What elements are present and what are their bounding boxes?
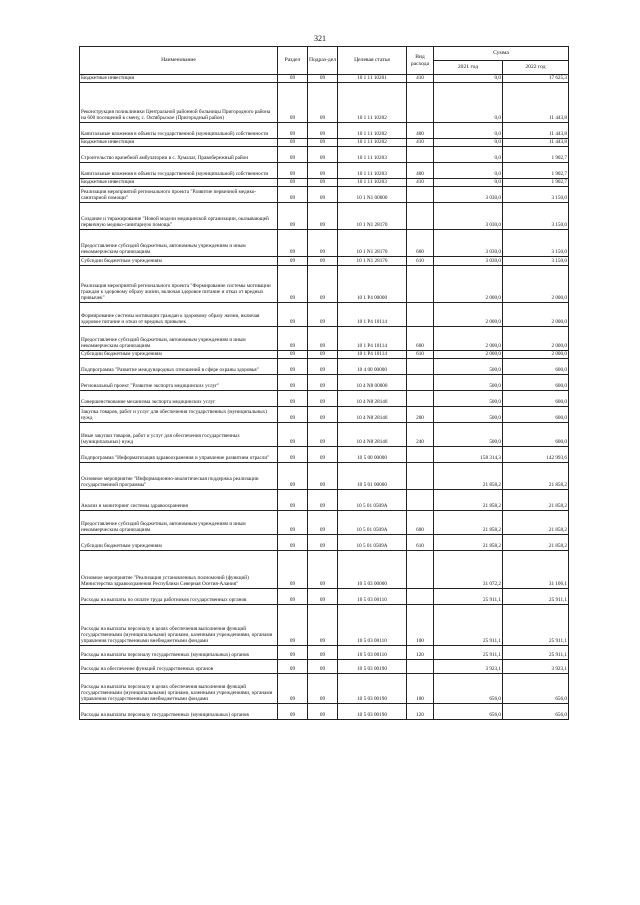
row-target: 10 1 11 10202: [338, 139, 407, 147]
row-target: 10 5 01 0509А: [338, 511, 407, 535]
table-row: [80, 407, 569, 423]
row-type: 600: [407, 230, 434, 257]
row-subsection: 09: [308, 463, 338, 490]
row-sum-2021: 2 000,0: [434, 351, 503, 359]
row-name: Основное мероприятие "Информационно-аналитическая поддержка реализации государственной программы": [80, 463, 278, 490]
row-name: Совершенствование механизма экспорта медицинских услуг: [80, 391, 278, 407]
row-sum-2022: 3 150,0: [503, 230, 569, 257]
row-section: 09: [278, 535, 308, 551]
row-name: Предоставление субсидий бюджетным, автономным учреждениям и иным некоммерческим организациям: [80, 327, 278, 351]
row-type: [407, 266, 434, 303]
row-sum-2021: 2 000,0: [434, 303, 503, 327]
row-sum-2022: 600,0: [503, 423, 569, 447]
row-name: Капитальные вложения в объекты государственной (муниципальной) собственности: [80, 163, 278, 179]
row-type: [407, 83, 434, 123]
table-row: [80, 187, 569, 203]
row-type: [407, 551, 434, 589]
row-subsection: 09: [308, 490, 338, 511]
table-row: [80, 660, 569, 674]
row-name: Бюджетные инвестиции: [80, 139, 278, 147]
row-name: Иные закупки товаров, работ и услуг для обеспечения государственных (муниципальных) нужд: [80, 423, 278, 447]
row-name: Анализ и мониторинг системы здравоохранения: [80, 490, 278, 511]
header-name: Наименование: [80, 47, 278, 75]
row-name: Подпрограмма "Развитие международных отношений в сфере охраны здоровья": [80, 359, 278, 375]
row-sum-2022: 3 150,0: [503, 203, 569, 230]
row-sum-2021: 500,0: [434, 359, 503, 375]
row-sum-2021: 0,0: [434, 75, 503, 83]
table-row: [80, 391, 569, 407]
row-sum-2022: 2 000,0: [503, 351, 569, 359]
row-sum-2021: 656,0: [434, 704, 503, 720]
row-sum-2021: 31 072,2: [434, 551, 503, 589]
row-name: Расходы на выплаты персоналу в целях обеспечения выполнения функций государственными (муниципальными) органами, казенными учреждениями, органами управления государственными внебюджетными фондами: [80, 674, 278, 704]
table-row: [80, 704, 569, 720]
row-subsection: 09: [308, 375, 338, 391]
table-row: [80, 203, 569, 230]
row-sum-2021: 500,0: [434, 391, 503, 407]
row-sum-2022: 2 000,0: [503, 327, 569, 351]
row-name: Реализация мероприятий регионального проекта "Формирование системы мотивации граждан к здоровому образу жизни, включая здоровое питание и отказ от вредных привычек": [80, 266, 278, 303]
row-sum-2022: 21 858,2: [503, 490, 569, 511]
row-sum-2022: 3 150,0: [503, 257, 569, 266]
row-section: 09: [278, 605, 308, 646]
table-row: [80, 163, 569, 179]
row-sum-2022: 2 000,0: [503, 266, 569, 303]
row-subsection: 09: [308, 351, 338, 359]
row-subsection: 09: [308, 391, 338, 407]
row-type: [407, 447, 434, 463]
row-section: 09: [278, 589, 308, 605]
row-name: Предоставление субсидий бюджетным, автономным учреждениям и иным некоммерческим организациям: [80, 511, 278, 535]
row-section: 09: [278, 375, 308, 391]
row-target: 10 4 00 00000: [338, 359, 407, 375]
table-row: [80, 551, 569, 589]
row-target: 10 5 03 00190: [338, 674, 407, 704]
header-type: Вид расхода: [407, 47, 434, 75]
row-target: 10 1 11 10202: [338, 83, 407, 123]
table-row: [80, 303, 569, 327]
row-subsection: 09: [308, 589, 338, 605]
row-sum-2021: 3 923,1: [434, 660, 503, 674]
row-type: 610: [407, 351, 434, 359]
row-section: 09: [278, 75, 308, 83]
row-type: [407, 391, 434, 407]
row-sum-2022: 600,0: [503, 375, 569, 391]
row-target: 10 5 03 00110: [338, 605, 407, 646]
row-section: 09: [278, 551, 308, 589]
table-row: [80, 359, 569, 375]
row-sum-2021: 500,0: [434, 375, 503, 391]
table-row: [80, 123, 569, 139]
row-name: Расходы на выплаты персоналу в целях обеспечения выполнения функций государственными (муниципальными) органами, казенными учреждениями, органами управления государственными внебюджетными фондами: [80, 605, 278, 646]
row-section: 09: [278, 447, 308, 463]
row-name: Расходы на выплаты персоналу государственных (муниципальных) органов: [80, 646, 278, 660]
row-target: 10 1 N1 00000: [338, 187, 407, 203]
row-subsection: 09: [308, 327, 338, 351]
row-sum-2022: 600,0: [503, 359, 569, 375]
row-subsection: 09: [308, 203, 338, 230]
row-target: 10 5 03 00110: [338, 589, 407, 605]
header-2021: 2021 год: [434, 61, 503, 75]
row-type: 120: [407, 704, 434, 720]
row-target: 10 5 03 00110: [338, 646, 407, 660]
row-sum-2021: 656,0: [434, 674, 503, 704]
row-section: 09: [278, 147, 308, 163]
row-sum-2022: 600,0: [503, 391, 569, 407]
row-subsection: 09: [308, 75, 338, 83]
table-row: [80, 674, 569, 704]
table-row: [80, 535, 569, 551]
row-section: 09: [278, 123, 308, 139]
table-row: [80, 179, 569, 187]
row-section: 09: [278, 407, 308, 423]
row-sum-2021: 21 858,2: [434, 463, 503, 490]
row-subsection: 09: [308, 447, 338, 463]
row-target: 10 5 03 00190: [338, 704, 407, 720]
table-row: [80, 266, 569, 303]
row-type: 410: [407, 179, 434, 187]
row-sum-2021: 2 000,0: [434, 327, 503, 351]
table-row: [80, 447, 569, 463]
header-section: Раздел: [278, 47, 308, 75]
row-type: 400: [407, 163, 434, 179]
row-sum-2021: 25 911,1: [434, 605, 503, 646]
row-section: 09: [278, 704, 308, 720]
row-sum-2022: 17 625,3: [503, 75, 569, 83]
row-subsection: 09: [308, 179, 338, 187]
row-target: 10 4 N8 00000: [338, 375, 407, 391]
row-target: 10 5 01 0509А: [338, 535, 407, 551]
row-sum-2022: 3 150,0: [503, 187, 569, 203]
row-sum-2021: 0,0: [434, 147, 503, 163]
row-target: 10 4 N8 28146: [338, 391, 407, 407]
row-target: 10 5 01 00000: [338, 463, 407, 490]
row-section: 09: [278, 463, 308, 490]
row-section: 09: [278, 490, 308, 511]
row-section: 09: [278, 257, 308, 266]
row-sum-2022: 2 000,0: [503, 303, 569, 327]
row-type: [407, 660, 434, 674]
row-sum-2022: 11 443,8: [503, 139, 569, 147]
row-type: [407, 303, 434, 327]
row-type: 240: [407, 423, 434, 447]
row-sum-2021: 21 858,2: [434, 535, 503, 551]
row-sum-2022: 656,0: [503, 704, 569, 720]
table-row: [80, 605, 569, 646]
row-subsection: 09: [308, 359, 338, 375]
row-type: [407, 375, 434, 391]
row-name: Расходы на выплаты персоналу государственных (муниципальных) органов: [80, 704, 278, 720]
row-sum-2021: 21 858,2: [434, 490, 503, 511]
row-sum-2022: 11 443,8: [503, 83, 569, 123]
row-sum-2022: 25 911,1: [503, 589, 569, 605]
table-row: [80, 75, 569, 83]
row-sum-2022: 31 106,1: [503, 551, 569, 589]
row-section: 09: [278, 230, 308, 257]
row-sum-2021: 158 314,3: [434, 447, 503, 463]
row-target: 10 1 N1 28170: [338, 203, 407, 230]
row-name: Формирование системы мотивации граждан к здоровому образу жизни, включая здоровое питание и отказ от вредных привычек: [80, 303, 278, 327]
row-name: Субсидии бюджетным учреждениям: [80, 535, 278, 551]
row-sum-2021: 21 858,2: [434, 511, 503, 535]
row-sum-2021: 0,0: [434, 123, 503, 139]
row-subsection: 09: [308, 646, 338, 660]
row-target: 10 1 N1 28170: [338, 230, 407, 257]
row-type: 410: [407, 75, 434, 83]
row-target: 10 5 00 00000: [338, 447, 407, 463]
row-section: 09: [278, 391, 308, 407]
row-type: 400: [407, 123, 434, 139]
row-name: Субсидии бюджетным учреждениям: [80, 351, 278, 359]
row-subsection: 09: [308, 407, 338, 423]
row-subsection: 09: [308, 147, 338, 163]
row-name: Основное мероприятие "Реализация установленных полномочий (функций) Министерства здравоохранения Республики Северная Осетия-Алания": [80, 551, 278, 589]
row-subsection: 09: [308, 605, 338, 646]
row-sum-2022: 21 858,2: [503, 535, 569, 551]
row-section: 09: [278, 511, 308, 535]
row-sum-2022: 1 902,7: [503, 147, 569, 163]
row-section: 09: [278, 163, 308, 179]
table-row: [80, 463, 569, 490]
row-section: 09: [278, 179, 308, 187]
header-sum: Сумма: [434, 47, 569, 61]
row-target: 10 4 N8 28146: [338, 423, 407, 447]
row-section: 09: [278, 203, 308, 230]
row-type: [407, 187, 434, 203]
row-name: Подпрограмма "Информатизация здравоохранения и управление развитием отрасли": [80, 447, 278, 463]
row-name: Субсидии бюджетным учреждениям: [80, 257, 278, 266]
row-section: 09: [278, 359, 308, 375]
row-sum-2021: 3 030,0: [434, 230, 503, 257]
row-name: Создание и тиражирование "Новой модели медицинской организации, оказывающей первичную медико-санитарную помощь": [80, 203, 278, 230]
row-subsection: 09: [308, 83, 338, 123]
row-sum-2021: 25 911,1: [434, 646, 503, 660]
header-target: Целевая статья: [338, 47, 407, 75]
row-target: 10 1 P4 00000: [338, 266, 407, 303]
row-target: 10 5 01 0509А: [338, 490, 407, 511]
row-section: 09: [278, 660, 308, 674]
row-type: [407, 359, 434, 375]
row-target: 10 1 N1 28170: [338, 257, 407, 266]
row-target: 10 5 03 00190: [338, 660, 407, 674]
row-section: 09: [278, 187, 308, 203]
row-sum-2022: 21 858,2: [503, 511, 569, 535]
row-subsection: 09: [308, 187, 338, 203]
row-type: 600: [407, 511, 434, 535]
row-sum-2022: 3 923,1: [503, 660, 569, 674]
table-row: [80, 327, 569, 351]
row-subsection: 09: [308, 511, 338, 535]
row-target: 10 1 P4 10114: [338, 327, 407, 351]
table-row: [80, 490, 569, 511]
row-subsection: 09: [308, 266, 338, 303]
header-2022: 2022 год: [503, 61, 569, 75]
table-row: [80, 230, 569, 257]
table-row: [80, 351, 569, 359]
row-type: 200: [407, 407, 434, 423]
row-sum-2022: 1 902,7: [503, 179, 569, 187]
row-sum-2022: 25 911,1: [503, 605, 569, 646]
row-sum-2022: 21 858,2: [503, 463, 569, 490]
page-number: 321: [314, 34, 326, 43]
row-subsection: 09: [308, 704, 338, 720]
row-target: 10 1 11 10202: [338, 123, 407, 139]
row-sum-2021: 25 911,1: [434, 589, 503, 605]
row-section: 09: [278, 83, 308, 123]
row-name: Бюджетные инвестиции: [80, 179, 278, 187]
row-section: 09: [278, 674, 308, 704]
row-sum-2021: 2 000,0: [434, 266, 503, 303]
row-name: Реконструкция поликлиники Центральной районной больницы Пригородного района на 600 посещений в смену, с. Октябрьское (Пригородный район): [80, 83, 278, 123]
row-target: 10 5 03 00000: [338, 551, 407, 589]
row-subsection: 09: [308, 303, 338, 327]
row-subsection: 09: [308, 660, 338, 674]
row-target: 10 4 N8 28146: [338, 407, 407, 423]
table-row: [80, 375, 569, 391]
row-subsection: 09: [308, 139, 338, 147]
row-name: Расходы на выплаты по оплате труда работников государственных органов: [80, 589, 278, 605]
row-sum-2021: 3 030,0: [434, 187, 503, 203]
row-target: 10 1 11 10203: [338, 179, 407, 187]
row-name: Расходы на обеспечение функций государственных органов: [80, 660, 278, 674]
row-name: Бюджетные инвестиции: [80, 75, 278, 83]
row-sum-2021: 0,0: [434, 83, 503, 123]
row-sum-2021: 3 030,0: [434, 203, 503, 230]
row-type: [407, 463, 434, 490]
row-target: 10 1 11 10203: [338, 163, 407, 179]
row-section: 09: [278, 351, 308, 359]
row-sum-2022: 25 911,1: [503, 646, 569, 660]
table-row: [80, 139, 569, 147]
row-subsection: 09: [308, 535, 338, 551]
row-sum-2022: 656,0: [503, 674, 569, 704]
row-target: 10 1 P4 10114: [338, 303, 407, 327]
row-name: Закупка товаров, работ и услуг для обеспечения государственных (муниципальных) нужд: [80, 407, 278, 423]
row-name: Предоставление субсидий бюджетным, автономным учреждениям и иным некоммерческим организациям: [80, 230, 278, 257]
row-subsection: 09: [308, 551, 338, 589]
row-sum-2022: 1 902,7: [503, 163, 569, 179]
row-sum-2021: 0,0: [434, 163, 503, 179]
row-target: 10 1 P4 10114: [338, 351, 407, 359]
table-row: [80, 646, 569, 660]
row-type: [407, 203, 434, 230]
budget-table: [79, 46, 569, 720]
row-section: 09: [278, 423, 308, 447]
row-section: 09: [278, 327, 308, 351]
table-row: [80, 423, 569, 447]
row-subsection: 09: [308, 163, 338, 179]
row-sum-2021: 500,0: [434, 423, 503, 447]
table-row: [80, 257, 569, 266]
row-type: [407, 147, 434, 163]
row-name: Региональный проект "Развитие экспорта медицинских услуг": [80, 375, 278, 391]
row-name: Реализация мероприятий регионального проекта "Развитие первичной медико-санитарной помощи": [80, 187, 278, 203]
row-section: 09: [278, 646, 308, 660]
row-type: 100: [407, 674, 434, 704]
row-sum-2022: 142 993,6: [503, 447, 569, 463]
table-row: [80, 83, 569, 123]
row-target: 10 1 11 10203: [338, 147, 407, 163]
row-sum-2021: 0,0: [434, 139, 503, 147]
row-type: 120: [407, 646, 434, 660]
row-type: [407, 589, 434, 605]
row-subsection: 09: [308, 423, 338, 447]
row-target: 10 1 11 10201: [338, 75, 407, 83]
row-section: 09: [278, 303, 308, 327]
row-type: 610: [407, 535, 434, 551]
row-section: 09: [278, 139, 308, 147]
row-type: 410: [407, 139, 434, 147]
row-type: [407, 490, 434, 511]
table-row: [80, 511, 569, 535]
row-section: 09: [278, 266, 308, 303]
row-name: Капитальные вложения в объекты государственной (муниципальной) собственности: [80, 123, 278, 139]
row-subsection: 09: [308, 674, 338, 704]
row-sum-2021: 0,0: [434, 179, 503, 187]
row-sum-2022: 600,0: [503, 407, 569, 423]
row-sum-2022: 11 443,8: [503, 123, 569, 139]
row-type: 100: [407, 605, 434, 646]
row-name: Строительство врачебной амбулатории в с. Хумалаг, Правобережный район: [80, 147, 278, 163]
row-subsection: 09: [308, 230, 338, 257]
row-sum-2021: 500,0: [434, 407, 503, 423]
row-type: 610: [407, 257, 434, 266]
row-subsection: 09: [308, 123, 338, 139]
row-subsection: 09: [308, 257, 338, 266]
table-row: [80, 589, 569, 605]
header-subsection: Подраз-дел: [308, 47, 338, 75]
row-type: 600: [407, 327, 434, 351]
table-row: [80, 147, 569, 163]
row-sum-2021: 3 030,0: [434, 257, 503, 266]
